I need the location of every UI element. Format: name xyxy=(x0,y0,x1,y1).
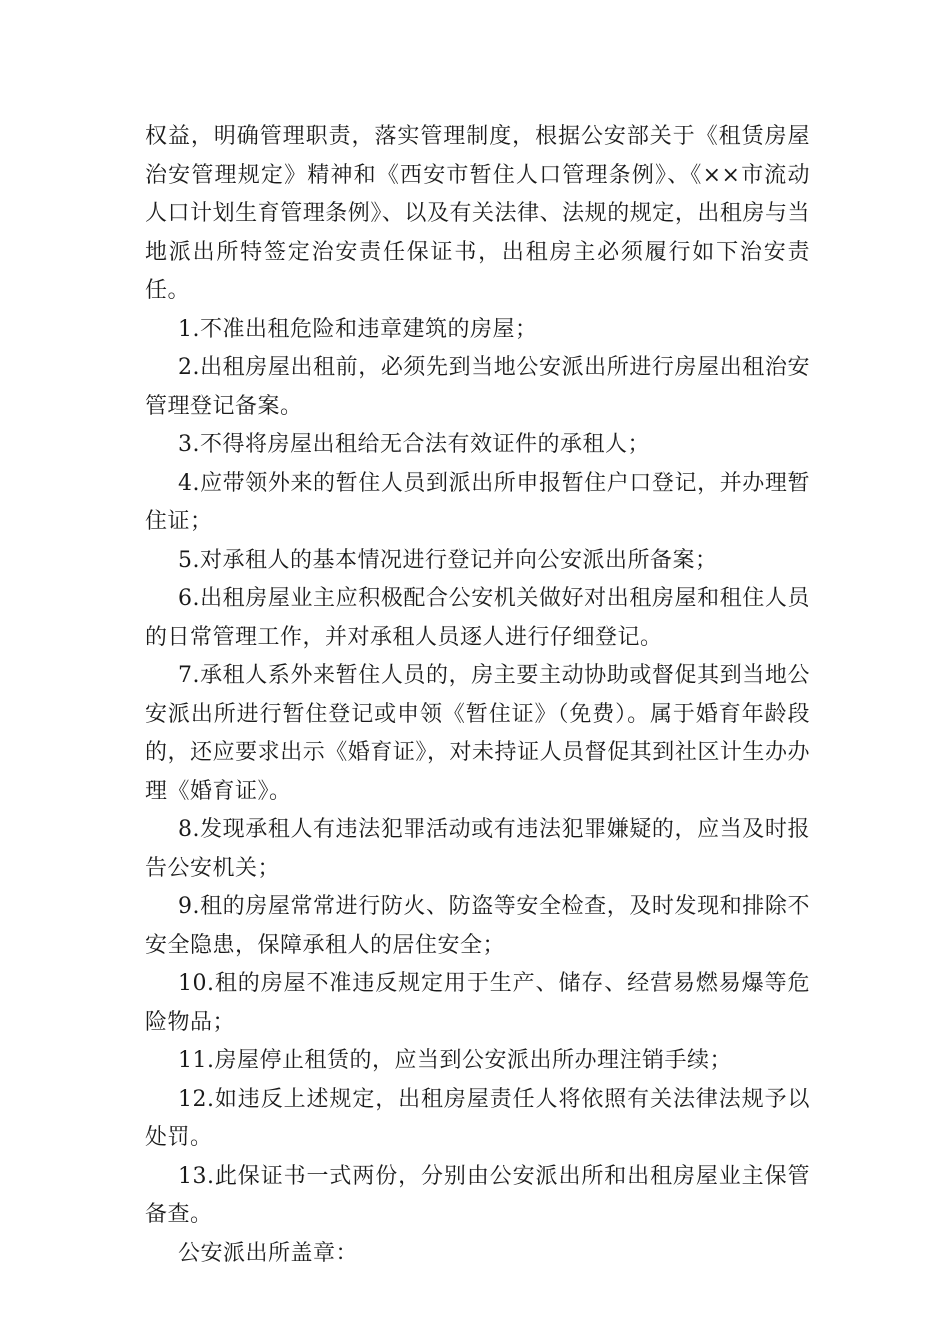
clause-5: 5.对承租人的基本情况进行登记并向公安派出所备案； xyxy=(178,547,718,573)
intro-paragraph: 权益，明确管理职责，落实管理制度，根据公安部关于《租赁房屋治安管理规定》精神和《西安市暂住人口管理条例》、《××市流动人口计划生育管理条例》、以及有关法律、法规的规定，出租房与当地派出所特签定治安责任保证书，出租房主必须履行如下治安责任。 xyxy=(145,124,810,303)
clause-13: 13.此保证书一式两份，分别由公安派出所和出租房屋业主保管备查。 xyxy=(145,1163,810,1227)
clause-9: 9.租的房屋常常进行防火、防盗等安全检查，及时发现和排除不安全隐患，保障承租人的居住安全； xyxy=(145,894,810,958)
clause-6: 6.出租房屋业主应积极配合公安机关做好对出租房屋和租住人员的日常管理工作，并对承租人员逐人进行仔细登记。 xyxy=(145,586,810,650)
clause-1: 1.不准出租危险和违章建筑的房屋； xyxy=(178,316,538,342)
clause-12: 12.如违反上述规定，出租房屋责任人将依照有关法律法规予以处罚。 xyxy=(145,1086,810,1150)
clause-11: 11.房屋停止租赁的，应当到公安派出所办理注销手续； xyxy=(178,1048,732,1073)
clause-8: 8.发现承租人有违法犯罪活动或有违法犯罪嫌疑的，应当及时报告公安机关； xyxy=(145,817,810,881)
clause-2: 2.出租房屋出租前，必须先到当地公安派出所进行房屋出租治安管理登记备案。 xyxy=(145,355,810,419)
clause-10: 10.租的房屋不准违反规定用于生产、储存、经营易燃易爆等危险物品； xyxy=(145,971,810,1035)
clause-7: 7.承租人系外来暂住人员的，房主要主动协助或督促其到当地公安派出所进行暂住登记或申领《暂住证》（免费）。属于婚育年龄段的，还应要求出示《婚育证》，对未持证人员督促其到社区计生办办理《婚育证》。 xyxy=(145,663,810,804)
clause-4: 4.应带领外来的暂住人员到派出所申报暂住户口登记，并办理暂住证； xyxy=(145,470,810,534)
document-body xyxy=(145,118,810,1273)
clause-3: 3.不得将房屋出租给无合法有效证件的承租人； xyxy=(178,432,650,457)
stamp-label: 公安派出所盖章： xyxy=(178,1240,359,1266)
